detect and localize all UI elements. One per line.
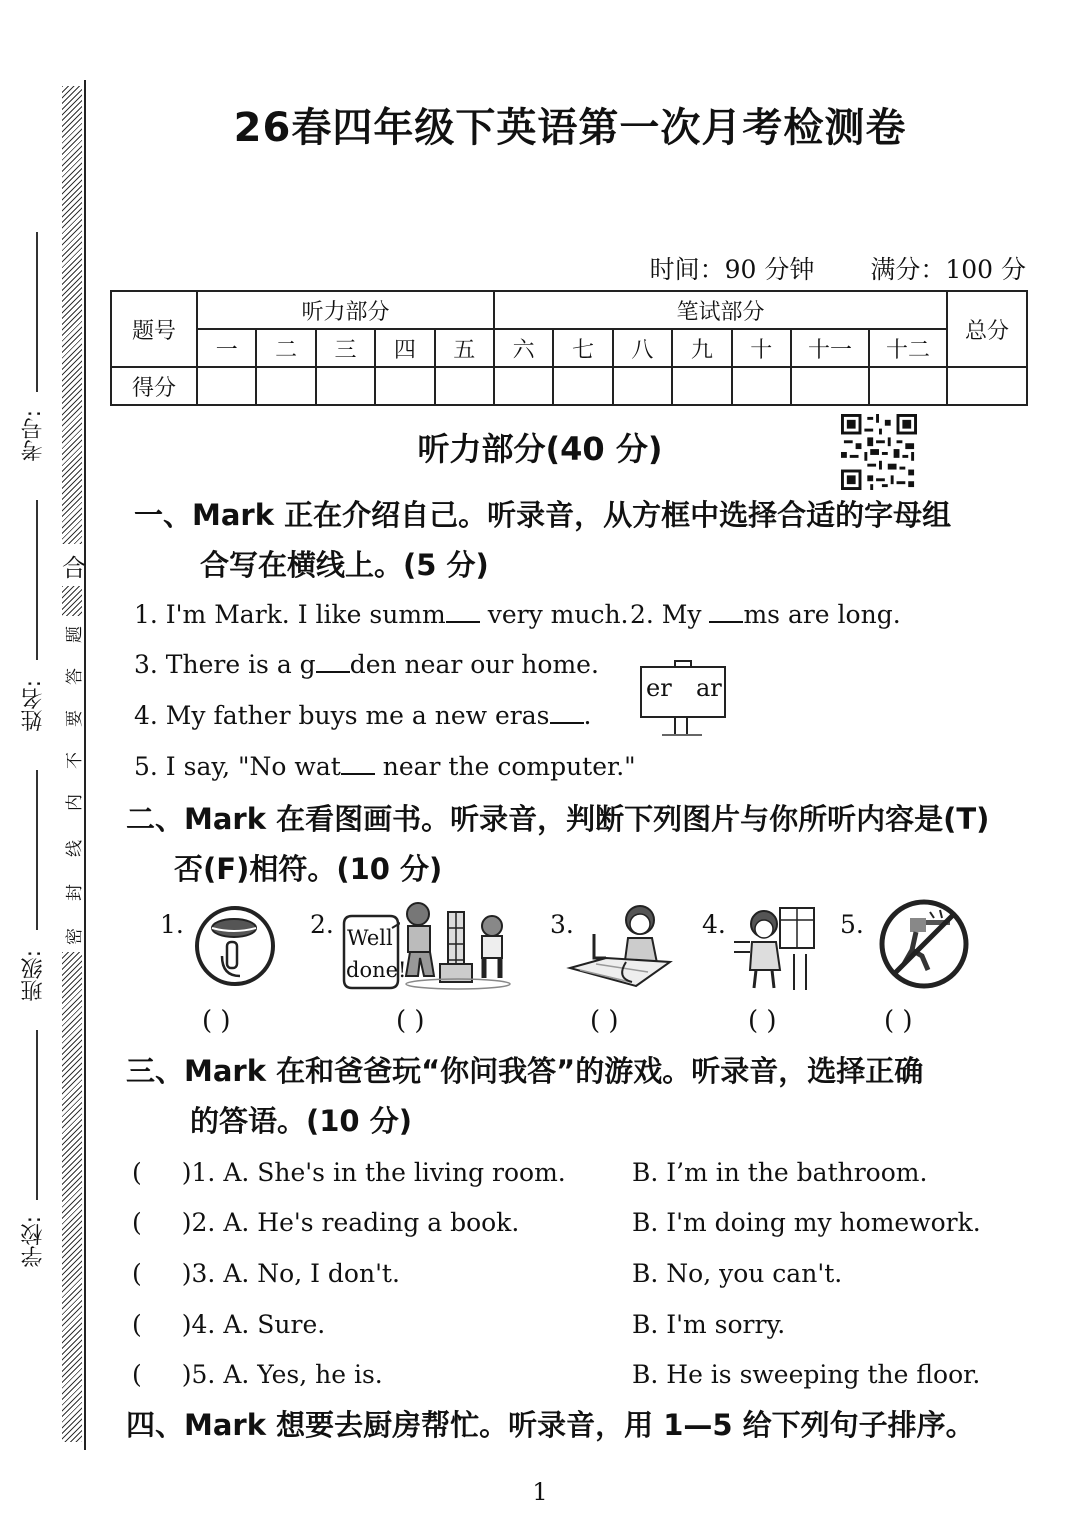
open-paren[interactable]: ( [132,1208,142,1237]
score-cell[interactable] [869,367,947,405]
no-climbing-sign-icon [878,898,970,990]
answer-blank[interactable] [550,702,584,724]
listening-header: 听力部分 [197,291,494,329]
score-cell[interactable] [791,367,869,405]
score-cell[interactable] [435,367,494,405]
q-num: 十一 [791,329,869,367]
score-cell[interactable] [256,367,315,405]
full-score-info: 满分：100 分 [870,255,1026,284]
pic-number-2: 2. [310,910,334,939]
part1-item-1: 1. I'm Mark. I like summ very much. [134,600,629,629]
pic-number-4: 4. [702,910,726,939]
pic-number-3: 3. [550,910,574,939]
part3-row-3: ( )3. A. No, I don't. [132,1259,400,1288]
answer-paren-5[interactable]: ( ) [884,1006,913,1036]
page-number: 1 [532,1478,548,1506]
score-table [110,290,1028,406]
open-paren[interactable]: ( [132,1360,142,1389]
binding-hatch-lower [62,952,82,1442]
pic-number-5: 5. [840,910,864,939]
q-num: 三 [316,329,375,367]
part3-heading: 三、Mark 在和爸爸玩“你问我答”的游戏。听录音，选择正确 的答语。(10 分) [126,1054,924,1138]
kids-blocks-icon [404,898,516,990]
part1-heading: 一、Mark 正在介绍自己。听录音，从方框中选择合适的字母组 合写在横线上。(5 分) [134,498,952,582]
listening-title: 听力部分(40 分) [417,430,663,468]
open-paren[interactable]: ( [132,1310,142,1339]
q-num: 六 [494,329,553,367]
binding-hatch-mid [62,586,82,616]
score-cell[interactable] [947,367,1027,405]
class-label: 班级: [21,950,46,1002]
letter-sign-board [640,660,726,742]
answer-paren-4[interactable]: ( ) [748,1006,777,1036]
answer-blank[interactable] [446,601,480,623]
q-num: 四 [375,329,434,367]
bubble-text-line2: done! [346,958,407,982]
part1-item-4: 4. My father buys me a new eras . [134,701,592,730]
total-header: 总分 [947,291,1027,367]
q-num: 七 [553,329,612,367]
page-title: 26春四年级下英语第一次月考检测卷 [233,105,907,151]
binding-hatch-top [62,86,82,544]
score-cell[interactable] [316,367,375,405]
answer-paren-3[interactable]: ( ) [590,1006,619,1036]
name-field[interactable] [36,500,38,660]
sign-option-ar: ar [696,674,722,702]
part3-option-b-3: B. No, you can't. [632,1259,843,1288]
girl-window-icon [734,894,818,994]
q-num: 五 [435,329,494,367]
open-paren[interactable]: ( [132,1259,142,1288]
exam-no-label: 考号: [21,410,46,462]
exam-no-field[interactable] [36,232,38,392]
answer-paren-1[interactable]: ( ) [202,1006,231,1036]
part3-row-4: ( )4. A. Sure. [132,1310,326,1339]
q-num: 十 [732,329,791,367]
row-label: 题号 [111,291,197,367]
part1-item-2: 2. My ms are long. [630,600,901,629]
score-cell[interactable] [672,367,731,405]
pic-number-1: 1. [160,910,184,939]
score-cell[interactable] [732,367,791,405]
score-cell[interactable] [553,367,612,405]
quiet-sign-icon [194,904,276,988]
school-field[interactable] [36,1030,38,1200]
part3-row-5: ( )5. A. Yes, he is. [132,1360,383,1389]
answer-paren-2[interactable]: ( ) [396,1006,425,1036]
score-cell[interactable] [375,367,434,405]
name-label: 姓名: [21,680,46,732]
part4-heading: 四、Mark 想要去厨房帮忙。听录音，用 1—5 给下列句子排序。 [126,1408,975,1442]
time-info: 时间：90 分钟 [649,255,815,284]
q-num: 二 [256,329,315,367]
part3-option-b-1: B. I’m in the bathroom. [632,1158,928,1187]
answer-blank[interactable] [709,601,743,623]
score-cell[interactable] [494,367,553,405]
q-num: 八 [613,329,672,367]
answer-blank[interactable] [341,753,375,775]
part3-option-b-5: B. He is sweeping the floor. [632,1360,981,1389]
well-done-picture [338,898,518,992]
q-num: 十二 [869,329,947,367]
part2-heading: 二、Mark 在看图画书。听录音，判断下列图片与你所听内容是(T) 否(F)相符。(10 分) [126,802,990,886]
writing-header: 笔试部分 [494,291,947,329]
qr-code-icon[interactable] [840,414,918,490]
score-cell[interactable] [613,367,672,405]
part1-item-5: 5. I say, "No wat near the computer." [134,752,636,781]
score-label: 得分 [111,367,197,405]
class-field[interactable] [36,770,38,930]
bubble-text-line1: Well [347,926,393,950]
part3-option-b-4: B. I'm sorry. [632,1310,786,1339]
part3-row-1: ( )1. A. She's in the living room. [132,1158,566,1187]
open-paren[interactable]: ( [132,1158,142,1187]
combine-char: 合 [62,554,86,582]
answer-blank[interactable] [316,651,350,673]
part3-option-b-2: B. I'm doing my homework. [632,1208,981,1237]
q-num: 一 [197,329,256,367]
part3-row-2: ( )2. A. He's reading a book. [132,1208,520,1237]
exam-meta [650,250,1026,286]
sign-option-er: er [646,674,672,702]
school-label: 学校: [21,1216,46,1268]
score-cell[interactable] [197,367,256,405]
q-num: 九 [672,329,731,367]
girl-washing-icon [566,898,676,992]
part1-item-3: 3. There is a g den near our home. [134,650,599,679]
